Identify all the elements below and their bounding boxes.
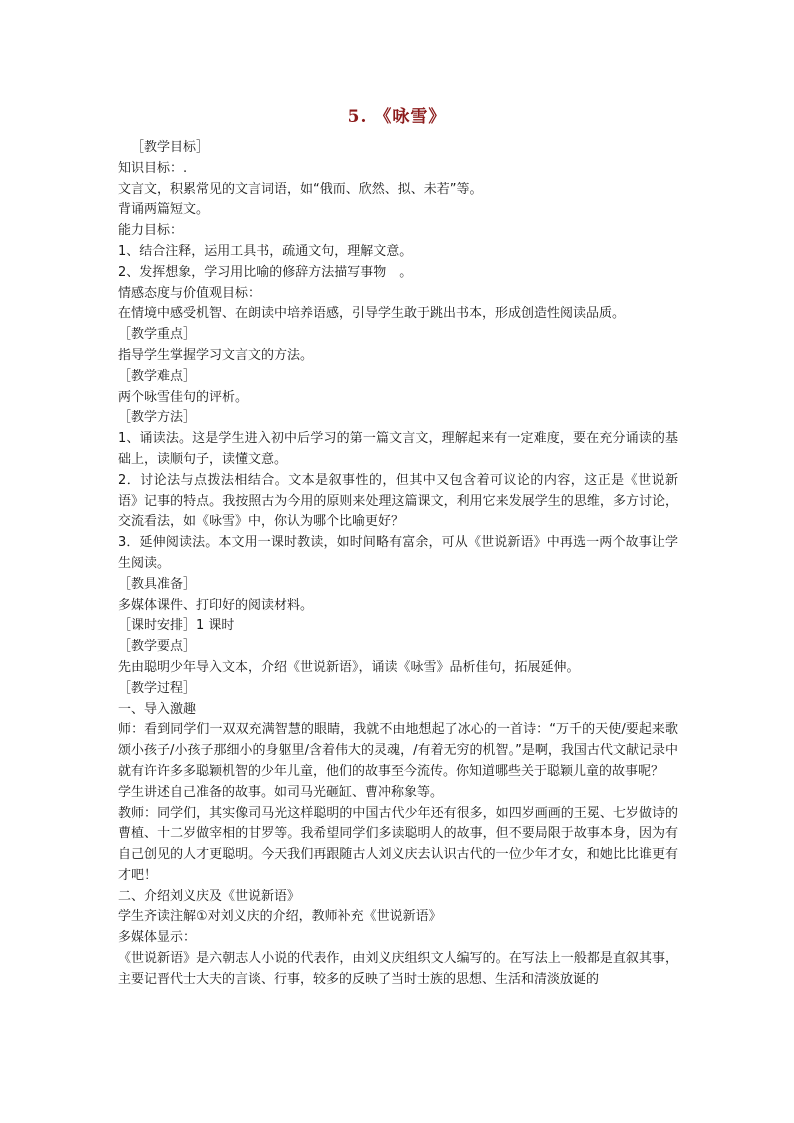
paragraph: 《世说新语》是六朝志人小说的代表作，由刘义庆组织文人编写的。在写法上一般都是直叙其事，主要记晋代士大夫的言谈、行事，较多的反映了当时士族的思想、生活和清淡放诞的 [118,951,678,987]
paragraph: 教师：同学们，其实像司马光这样聪明的中国古代少年还有很多，如四岁画画的王冕、七岁做诗的曹植、十二岁做宰相的甘罗等。我希望同学们多读聪明人的故事，但不要局限于故事本身，因为有自己创见的人才更聪明。今天我们再跟随古人刘义庆去认识古代的一位少年才女，和她比比谁更有才吧！ [118,805,678,883]
text-line: 在情境中感受机智、在朗读中培养语感，引导学生敢于跳出书本，形成创造性阅读品质。 [118,306,626,322]
subheading-ability: 能力目标： [118,223,184,239]
paragraph: 1、诵读法。这是学生进入初中后学习的第一篇文言文，理解起来有一定难度，要在充分诵读的基础上，读顺句子，读懂文意。 [118,431,678,467]
section-heading-essentials: ［教学要点］ [118,639,197,655]
text-line: 指导学生掌握学习文言文的方法。 [118,347,314,363]
subheading-author: 二、介绍刘义庆及《世说新语》 [118,888,301,904]
section-heading-objectives: ［教学目标］ [131,140,210,155]
text-line: 多媒体显示： [118,930,197,946]
paragraph: 3．延伸阅读法。本文用一课时教读，如时间略有富余，可从《世说新语》中再选一两个故事让学生阅读。 [118,535,678,571]
subheading-knowledge: 知识目标：. [118,160,188,176]
text-line: 1、结合注释，运用工具书，疏通文句，理解文意。 [118,243,413,259]
text-line: 文言文，积累常见的文言词语，如“俄而、欣然、拟、未若”等。 [118,181,483,197]
section-heading-key-points: ［教学重点］ [118,327,197,343]
page-title: 5. 《咏雪》 [347,107,447,127]
subheading-values: 情感态度与价值观目标： [118,285,262,301]
document-body [118,138,678,991]
text-line: 2、发挥想象，学习用比喻的修辞方法描写事物 。 [118,264,413,280]
paragraph: 师：看到同学们一双双充满智慧的眼睛，我就不由地想起了冰心的一首诗：“万千的天使/要起来歌颂小孩子/小孩子那细小的身躯里/含着伟大的灵魂，/有着无穷的机智。”是啊，我国古代文献记录中就有许许多多聪颖机智的少年儿童，他们的故事至今流传。你知道哪些关于聪颖儿童的故事呢？ [118,722,678,779]
paragraph: 2．讨论法与点拨法相结合。文本是叙事性的，但其中又包含着可议论的内容，这正是《世说新语》记事的特点。我按照古为今用的原则来处理这篇课文，利用它来发展学生的思维，多方讨论，交流看法，如《咏雪》中，你认为哪个比喻更好？ [118,472,678,530]
text-line: 先由聪明少年导入文本，介绍《世说新语》，诵读《咏雪》品析佳句，拓展延伸。 [118,659,580,675]
section-heading-materials: ［教具准备］ [118,576,197,592]
text-line: 学生齐读注解①对刘义庆的介绍，教师补充《世说新语》 [118,909,442,925]
section-heading-difficulties: ［教学难点］ [118,368,197,384]
section-heading-process: ［教学过程］ [118,680,197,696]
text-line: 多媒体课件、打印好的阅读材料。 [118,597,314,613]
section-heading-methods: ［教学方法］ [118,410,197,426]
subheading-intro: 一、导入激趣 [118,701,197,717]
text-line: 学生讲述自己准备的故事。如司马光砸缸、曹冲称象等。 [118,784,444,800]
text-line: 背诵两篇短文。 [118,202,210,218]
section-heading-schedule: ［课时安排］1 课时 [118,618,235,634]
text-line: 两个咏雪佳句的评析。 [118,389,249,405]
